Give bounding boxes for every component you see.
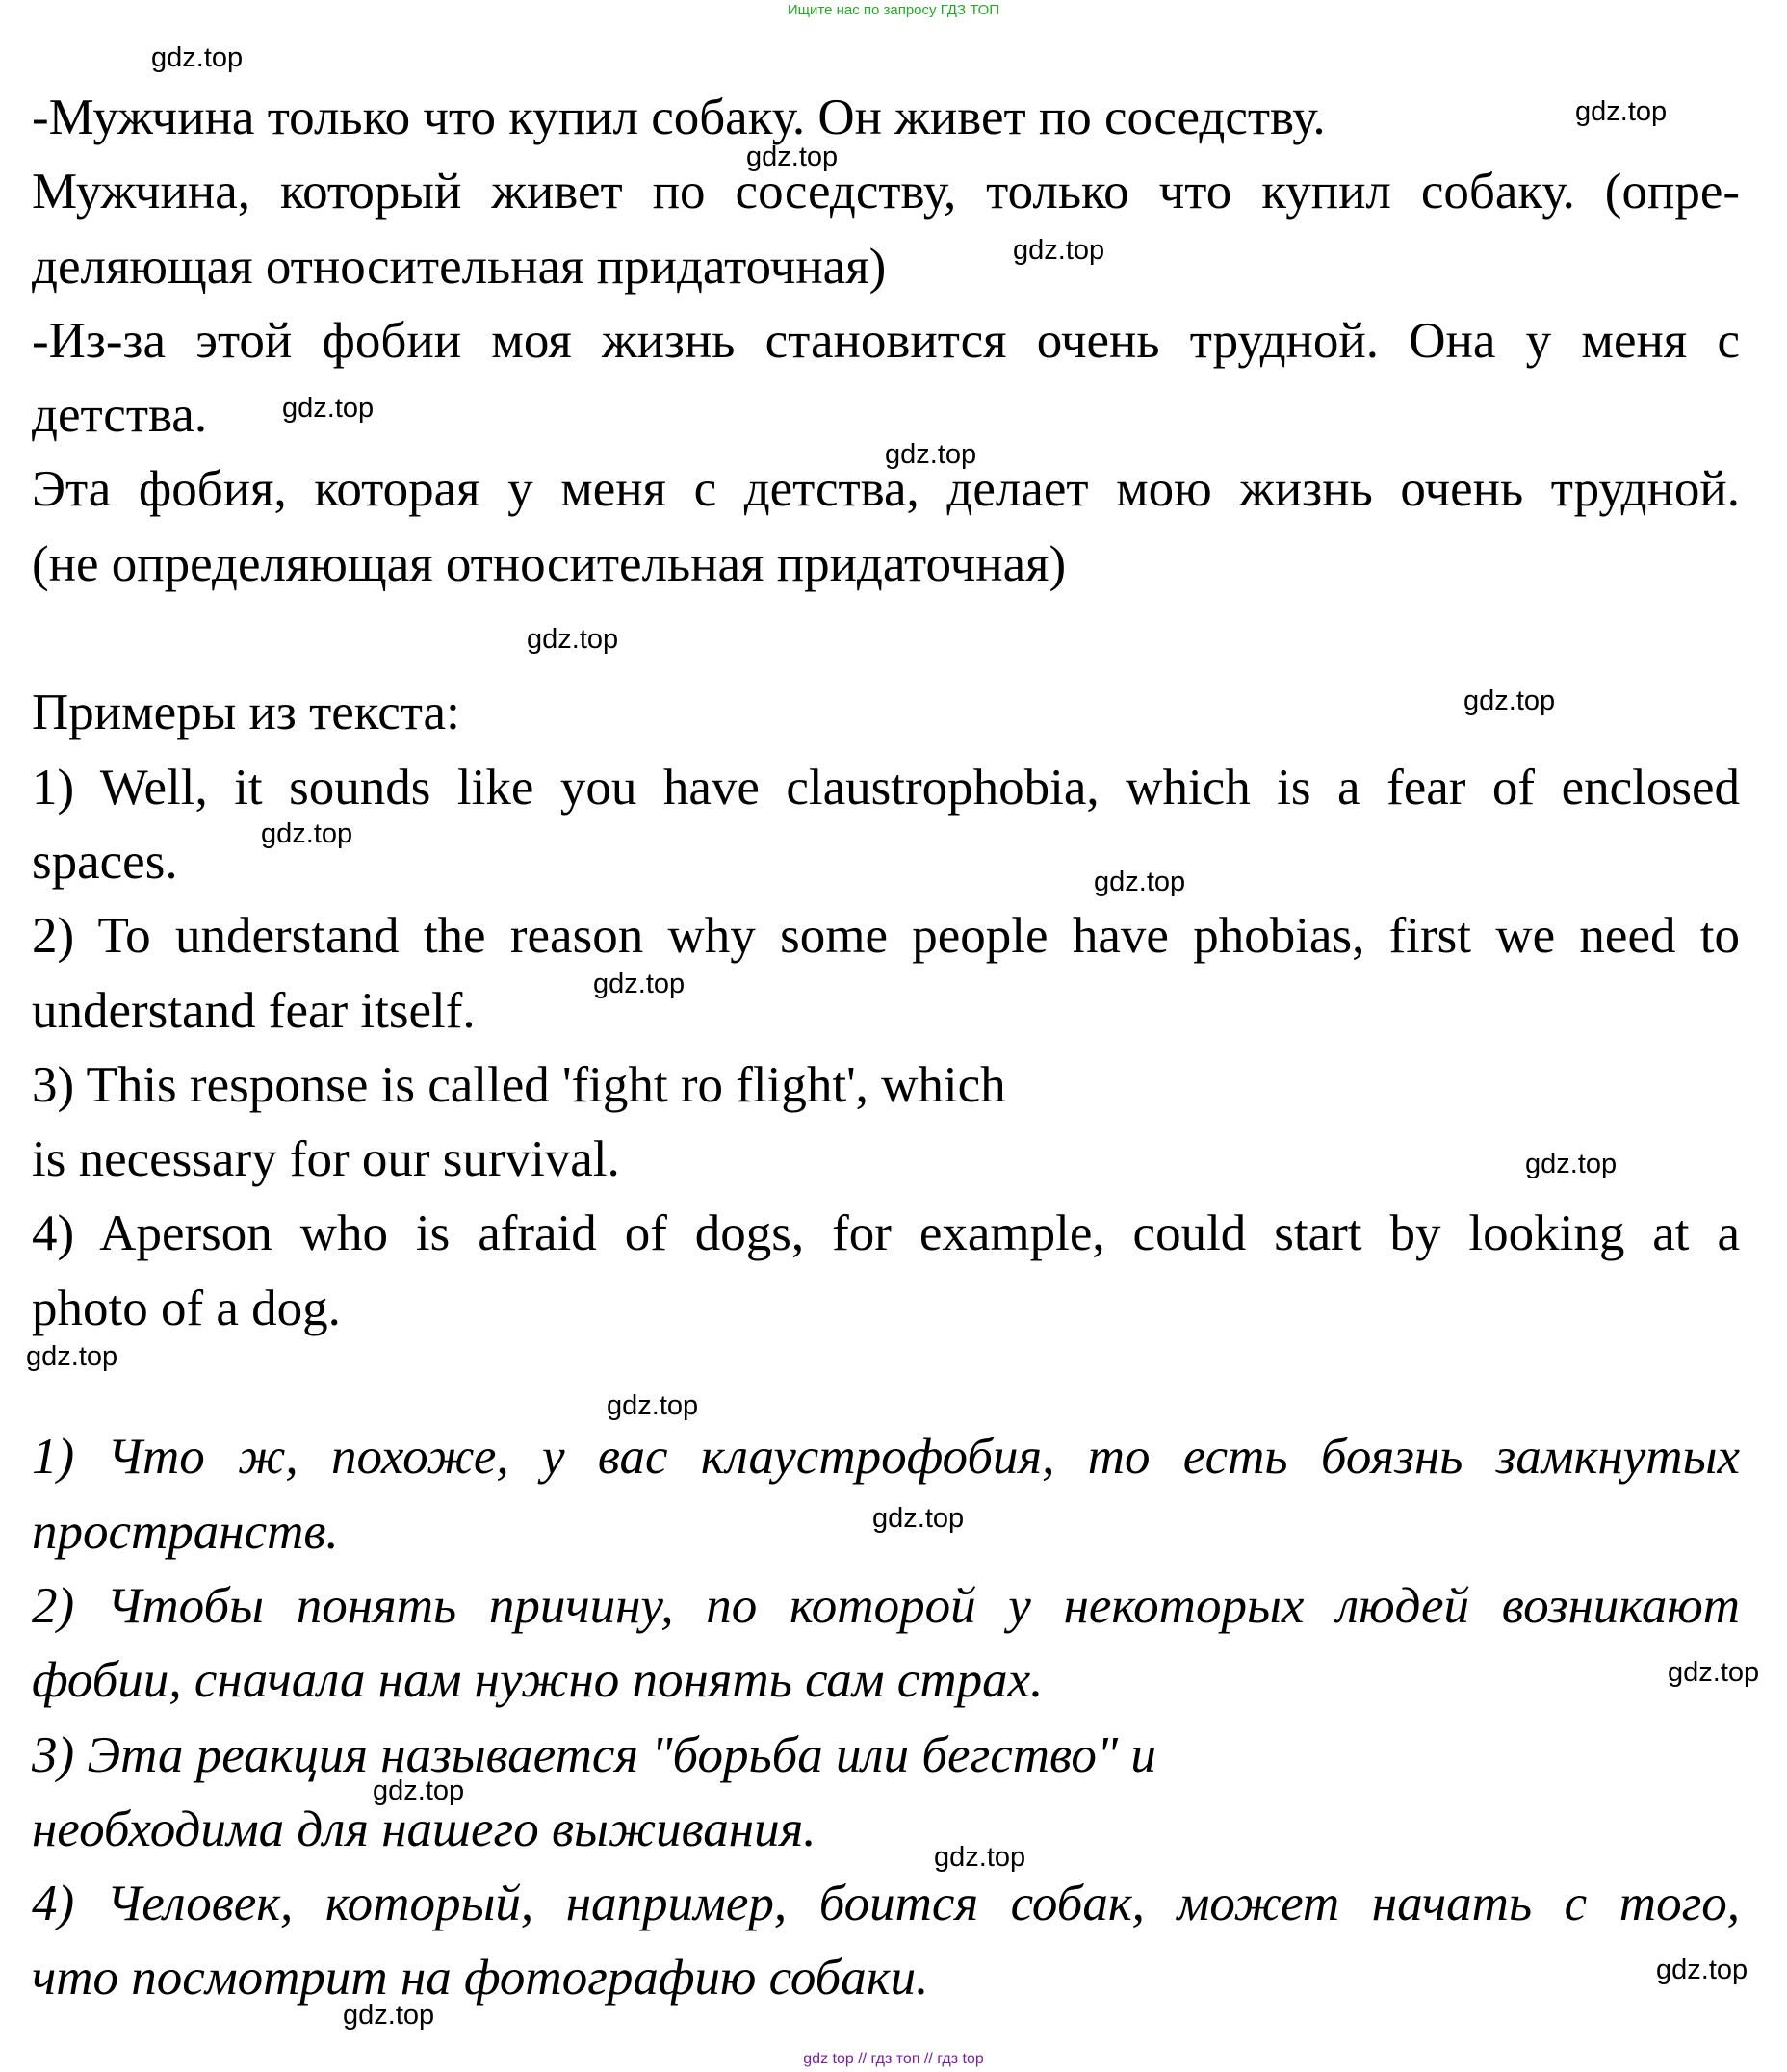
watermark: gdz.top xyxy=(885,439,977,470)
example-line: understand fear itself. xyxy=(32,982,476,1039)
watermark: gdz.top xyxy=(343,2000,435,2031)
watermark: gdz.top xyxy=(1575,96,1668,127)
watermark: gdz.top xyxy=(1656,1955,1748,1985)
translation-line: 3) Эта реакция называется "борьба или бегство" и xyxy=(32,1726,1156,1783)
translation-line: 1) Что ж, похоже, у вас клаустрофобия, то есть боязнь замкнутых xyxy=(32,1429,1740,1486)
spacer xyxy=(32,602,1740,676)
watermark: gdz.top xyxy=(151,42,244,73)
watermark: gdz.top xyxy=(527,624,619,655)
watermark: gdz.top xyxy=(282,393,375,424)
section-heading: Примеры из текста: xyxy=(32,685,460,741)
spacer xyxy=(32,1346,1740,1420)
translation-line: 2) Чтобы понять причину, по которой у некоторых людей возникают xyxy=(32,1577,1740,1634)
example-line: 4) Aperson who is afraid of dogs, for example, could start by looking at a xyxy=(32,1205,1740,1262)
watermark: gdz.top xyxy=(261,818,353,849)
watermark: gdz.top xyxy=(1668,1657,1760,1688)
example-line: 2) To understand the reason why some people have phobias, first we need to xyxy=(32,908,1740,965)
watermark: gdz.top xyxy=(872,1503,965,1534)
text-line: Эта фобия, которая у меня с детства, делает мою жизнь очень трудной. xyxy=(32,461,1740,518)
example-line: spaces. xyxy=(32,833,178,890)
watermark: gdz.top xyxy=(1525,1149,1618,1179)
watermark: gdz.top xyxy=(1013,235,1105,266)
text-line: -Из-за этой фобии моя жизнь становится очень трудной. Она у меня с xyxy=(32,312,1740,369)
watermark: gdz.top xyxy=(746,142,839,172)
watermark: gdz.top xyxy=(26,1341,118,1372)
search-banner: Ищите нас по запросу ГДЗ ТОП xyxy=(787,2,1000,18)
translation-line: необходима для нашего выживания. xyxy=(32,1800,816,1857)
example-line: 1) Well, it sounds like you have claustrophobia, which is a fear of enclosed xyxy=(32,759,1740,816)
watermark: gdz.top xyxy=(1463,686,1556,716)
example-line: 3) This response is called 'fight ro flight', which xyxy=(32,1056,1006,1113)
text-line: детства. xyxy=(32,387,208,444)
text-line: деляющая относительная придаточная) xyxy=(32,238,887,295)
watermark: gdz.top xyxy=(593,969,686,999)
translation-line: 4) Человек, который, например, боится собак, может начать с того, xyxy=(32,1876,1740,1932)
translation-line: что посмотрит на фотографию собаки. xyxy=(32,1950,929,2007)
example-line: is necessary for our survival. xyxy=(32,1131,620,1188)
watermark: gdz.top xyxy=(934,1842,1026,1873)
text-line: -Мужчина только что купил собаку. Он живет по соседству. xyxy=(32,90,1326,145)
translation-line: фобии, сначала нам нужно понять сам страх. xyxy=(32,1652,1044,1709)
answer-text xyxy=(32,81,1740,2016)
watermark: gdz.top xyxy=(373,1775,465,1806)
text-line: (не определяющая относительная придаточная) xyxy=(32,535,1067,592)
footer-links: gdz top // гдз топ // гдз top xyxy=(803,2051,984,2067)
example-line: photo of a dog. xyxy=(32,1280,341,1336)
text-line: Мужчина, который живет по соседству, только что купил собаку. (опре- xyxy=(32,164,1740,220)
watermark: gdz.top xyxy=(1094,867,1186,897)
watermark: gdz.top xyxy=(607,1390,699,1421)
translation-line: пространств. xyxy=(32,1503,339,1560)
